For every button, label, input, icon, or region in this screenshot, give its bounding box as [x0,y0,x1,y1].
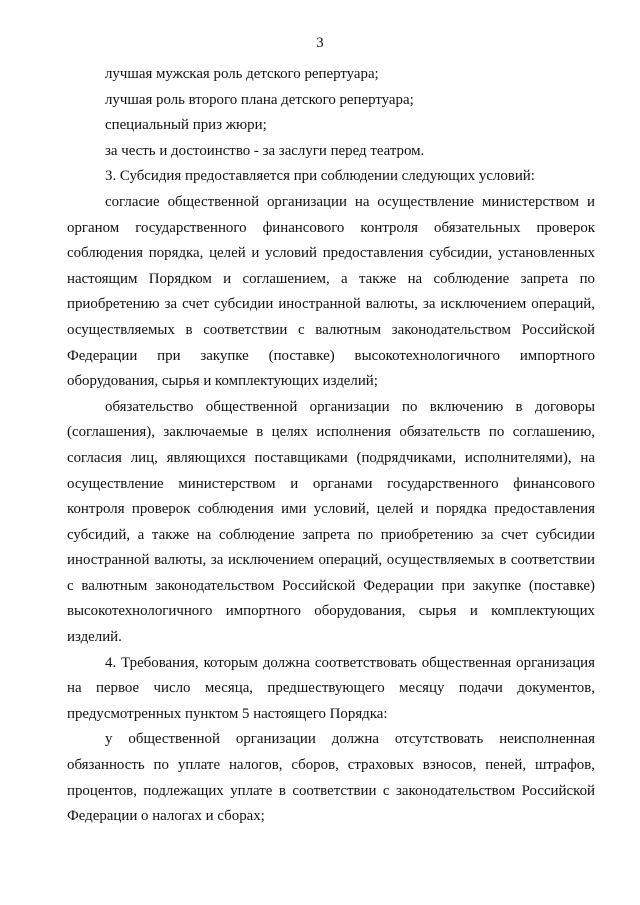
clause-4-paragraph: 4. Требования, которым должна соответствовать общественная организация на первое число месяца, предшествующего месяцу подачи документов, предусмотренных пунктом 5 настоящего Порядка: [67,654,595,722]
requirement-tax-paragraph: у общественной организации должна отсутствовать неисполненная обязанность по уплате налогов, сборов, страховых взносов, пеней, штрафов, процентов, подлежащих уплате в соответствии с законодательством Российской Федерации о налогах и сборах; [67,731,595,825]
page-number: 3 [316,35,324,51]
award-item-best-supporting-role: лучшая роль второго плана детского репертуара; [105,91,414,108]
condition-consent-paragraph: согласие общественной организации на осуществление министерством и органом государственного финансового контроля обязательных проверок соблюдения порядка, целей и условий предоставления субсидии, установленных настоящим Порядком и соглашением, а также на соблюдение запрета по приобретению за счет субсидии иностранной валюты, за исключением операций, осуществляемых в соответствии с валютным законодательством Российской Федерации при закупке (поставке) высокотехнологичного импортного оборудования, сырья и комплектующих изделий; [67,193,595,390]
award-item-honor-and-dignity: за честь и достоинство - за заслуги перед театром. [105,142,425,159]
clause-3-heading: 3. Субсидия предоставляется при соблюдении следующих условий: [105,168,535,185]
award-item-special-jury-prize: специальный приз жюри; [105,117,267,134]
document-body [67,62,595,830]
award-item-best-male-role: лучшая мужская роль детского репертуара; [105,66,379,82]
condition-obligation-paragraph: обязательство общественной организации по включению в договоры (соглашения), заключаемые в целях исполнения обязательств по соглашению, согласия лиц, являющихся поставщиками (подрядчиками, исполнителями), на осуществление министерством и органами государственного финансового контроля проверок соблюдения ими условий, целей и порядка предоставления субсидий, а также на соблюдение запрета по приобретению за счет субсидии иностранной валюты, за исключением операций, осуществляемых в соответствии с валютным законодательством Российской Федерации при закупке (поставке) высокотехнологичного импортного оборудования, сырья и комплектующих изделий. [67,398,595,646]
